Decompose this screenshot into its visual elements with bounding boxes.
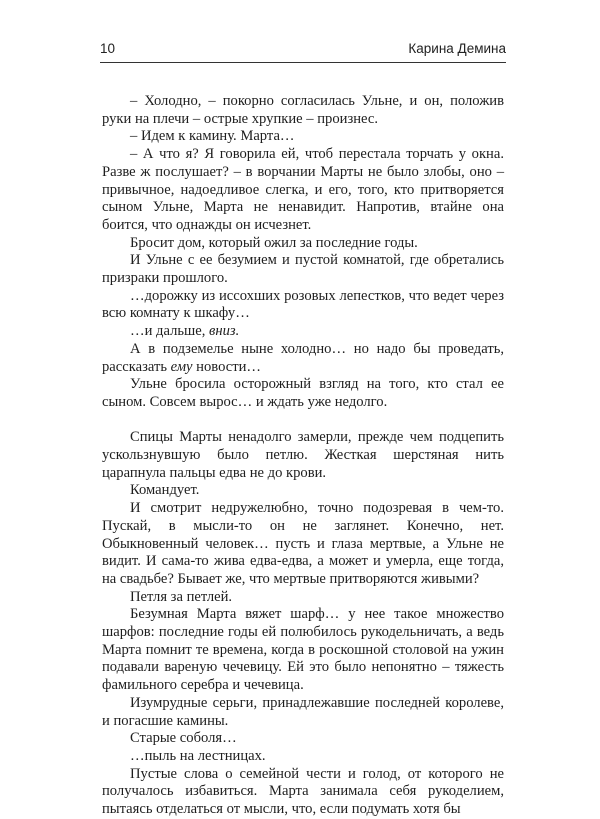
section-break [102, 412, 504, 430]
paragraph: – Идем к камину. Марта… [130, 128, 295, 145]
paragraph [102, 323, 504, 341]
italic-text: ему [170, 358, 193, 375]
header-divider [100, 62, 506, 63]
paragraph: …дорожку из иссохших розовых лепестков, что ведет через всю комнату к шкафу… [102, 287, 504, 322]
paragraph: Безумная Марта вяжет шарф… у нее такое множество шарфов: последние годы ей полюбилось рукодельничать, а ведь Марта помнит те времена, когда в роскошной столовой на ужин подавали вареную чечевицу. Ей это было непонятно – тяжесть фамильного серебра и чечевица. [102, 606, 504, 694]
body-text [102, 93, 504, 819]
paragraph: Старые соболя… [130, 730, 237, 747]
paragraph: …пыль на лестницах. [130, 748, 266, 764]
paragraph: Изумрудные серьги, принадлежавшие последней королеве, и погасшие камины. [102, 694, 504, 729]
paragraph: И смотрит недружелюбно, точно подозревая в чем-то. Пускай, в мысли-то он не заглянет. Конечно, нет. Обыкновенный человек… пусть и глаза мертвые, а Ульне не видит. И сама-то жива едва-едва, а может и умерла, еще тогда, на свадьбе? Бывает же, что мертвые притворяются живыми? [102, 500, 504, 587]
paragraph: – Холодно, – покорно согласилась Ульне, и он, положив руки на плечи – острые хрупкие – произнес. [102, 93, 504, 127]
paragraph: Петля за петлей. [130, 588, 233, 605]
running-title: Карина Демина [408, 41, 506, 56]
paragraph: Спицы Марты ненадолго замерли, прежде чем подцепить ускользнувшую было петлю. Жесткая шерстяная нить царапнула пальцы едва не до крови. [102, 429, 504, 481]
paragraph-text: …и дальше, [130, 323, 210, 340]
paragraph: Командует. [130, 482, 200, 499]
italic-text: вниз. [209, 323, 240, 340]
paragraph: Пустые слова о семейной чести и голод, от которого не получалось избавиться. Марта занимала себя рукоделием, пытаясь отделаться от мысли, что, если подумать хотя бы [102, 765, 504, 818]
paragraph: – А что я? Я говорила ей, чтоб перестала торчать у окна. Разве ж послушает? – в ворчании Марты не было злобы, оно – привычное, надоедливое слегка, и его, того, кто притворяется сыном Ульне, Марта не ненавидит. Напротив, втайне она боится, что однажды он исчезнет. [102, 146, 504, 233]
paragraph: Бросит дом, который ожил за последние годы. [130, 234, 418, 251]
page-number: 10 [100, 41, 116, 56]
paragraph-text: А в подземелье ныне холодно… но надо бы проведать, рассказать [102, 340, 504, 375]
paragraph: И Ульне с ее безумием и пустой комнатой, где обретались призраки прошлого. [102, 252, 504, 287]
paragraph [102, 341, 504, 376]
paragraph: Ульне бросила осторожный взгляд на того, кто стал ее сыном. Совсем вырос… и ждать уже недолго. [102, 376, 504, 410]
paragraph-text: новости… [192, 358, 261, 375]
